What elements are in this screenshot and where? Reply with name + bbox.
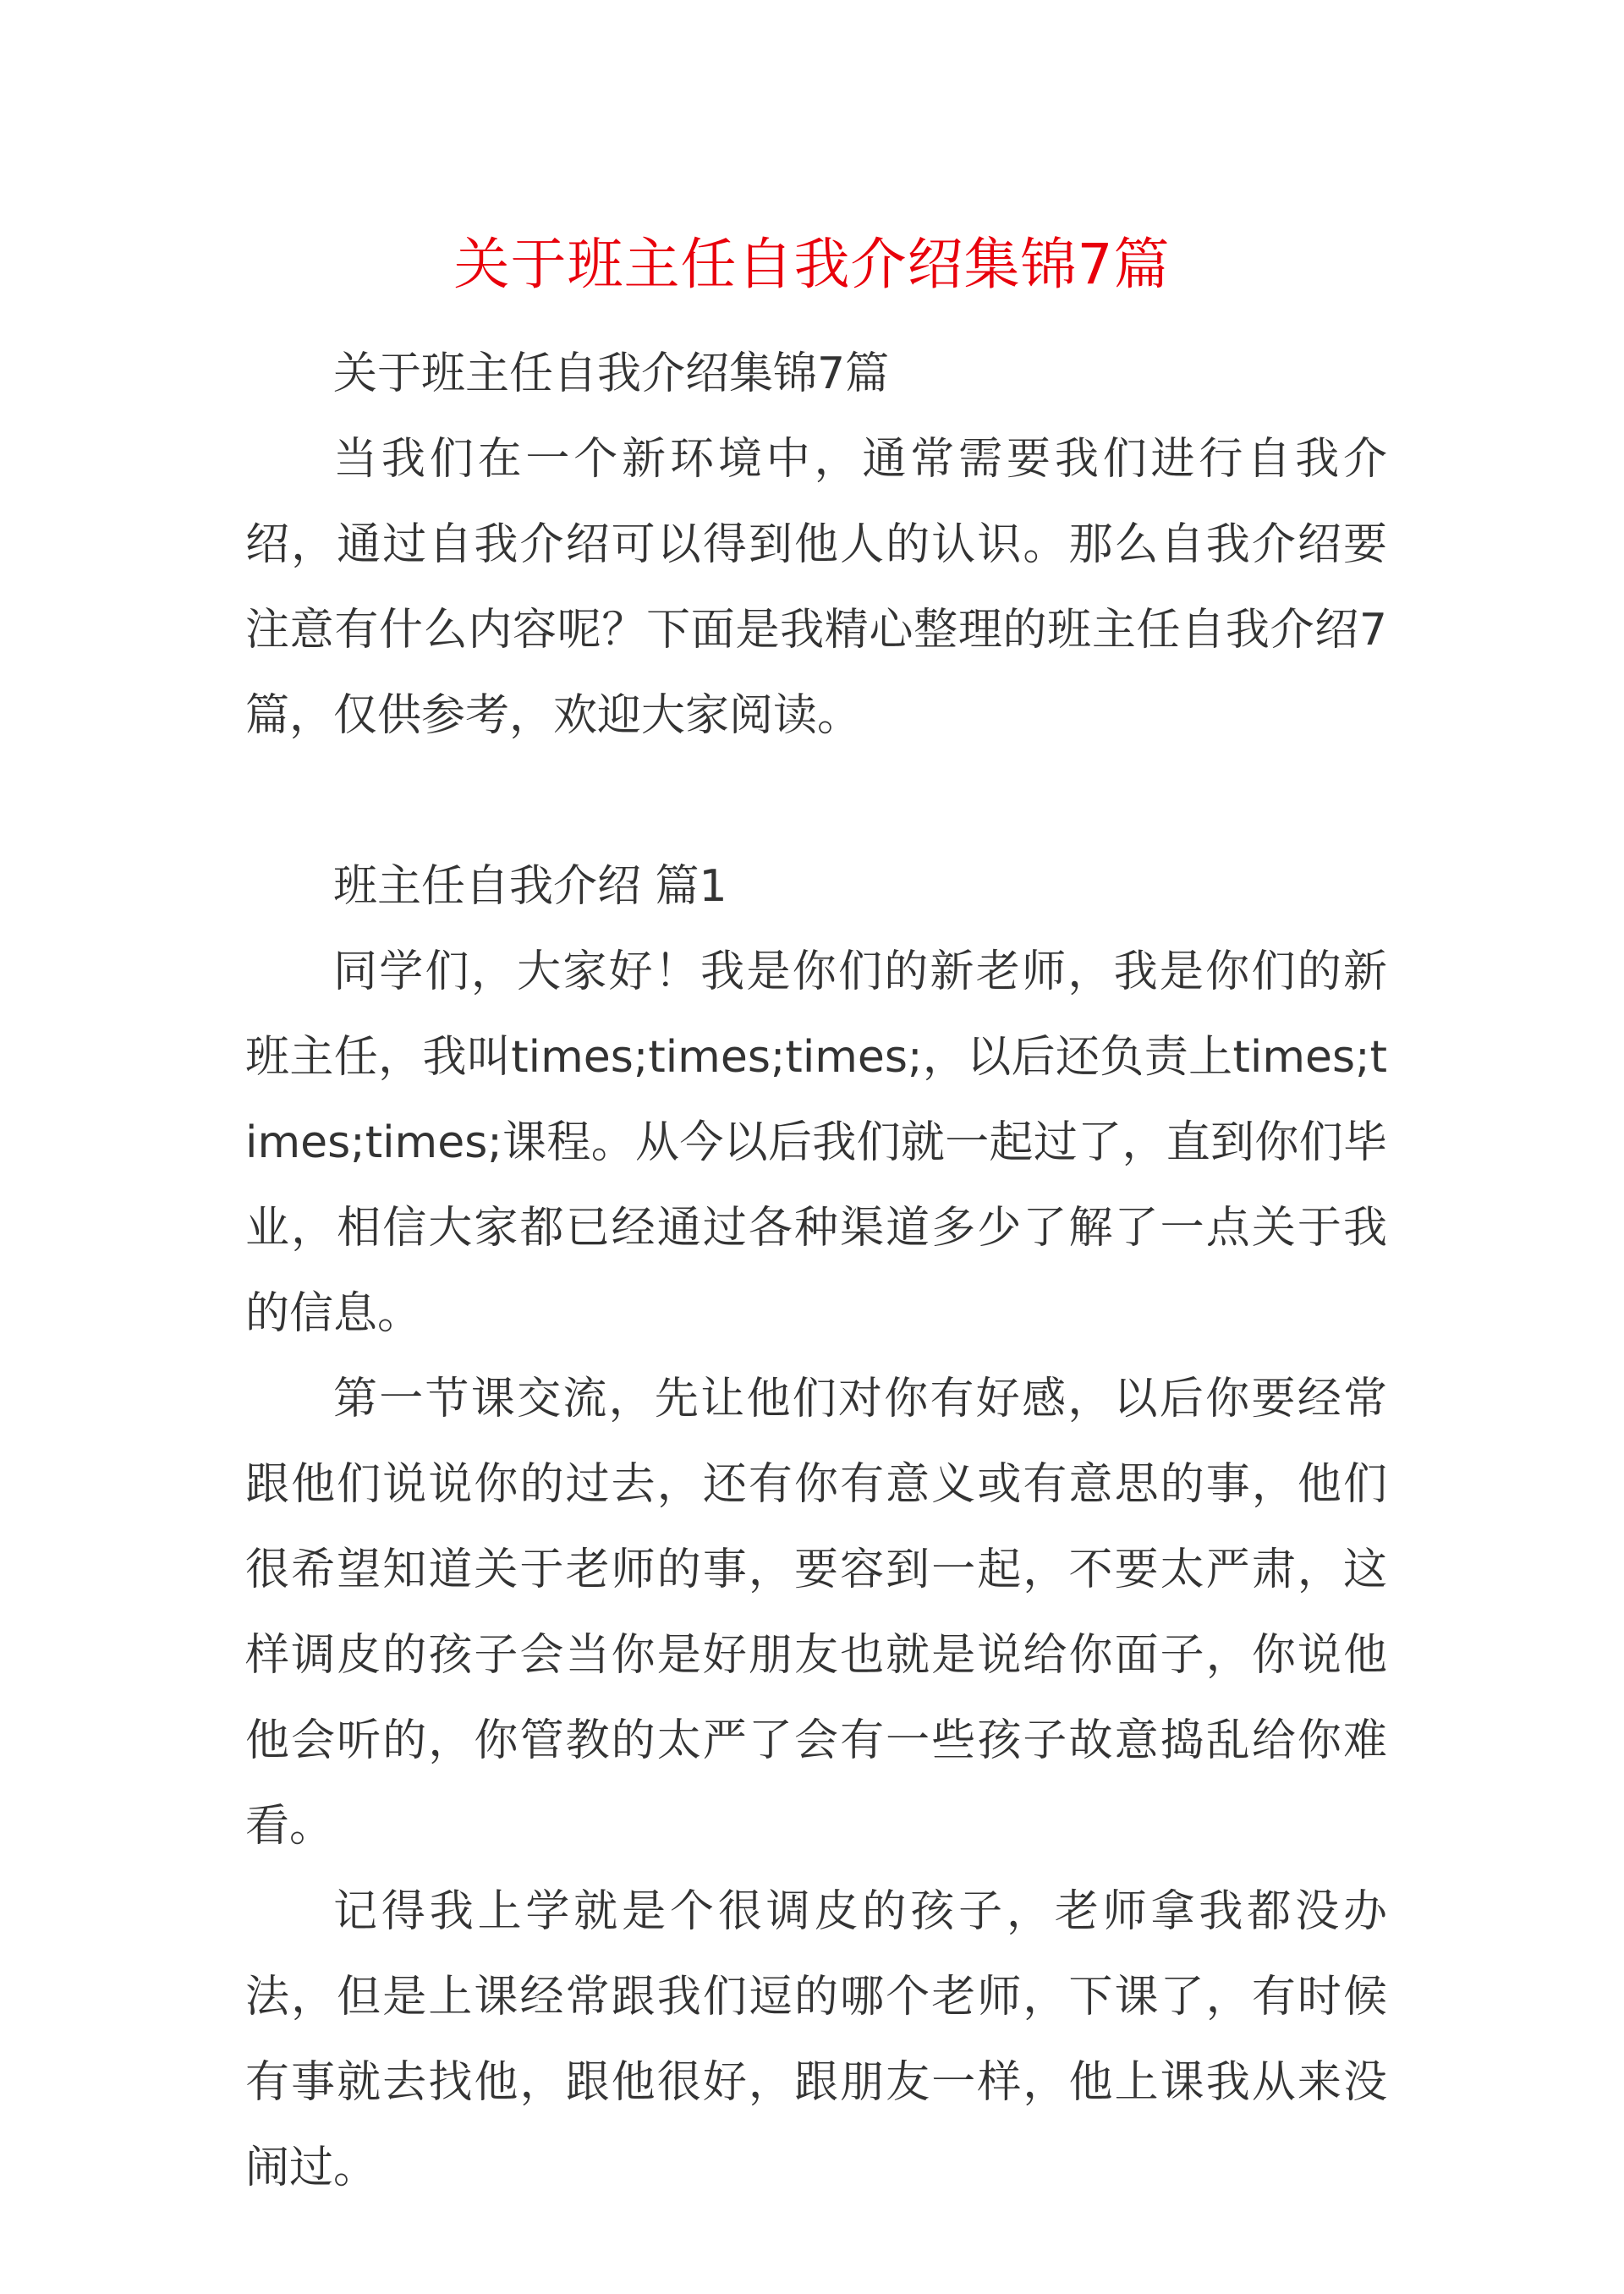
- document-body: [245, 332, 1387, 2211]
- section-heading: 班主任自我介绍 篇1: [333, 861, 727, 912]
- body-paragraph: 第一节课交流，先让他们对你有好感，以后你要经常跟他们说说你的过去，还有你有意义或有意思的事，他们很希望知道关于老师的事，要容到一起，不要太严肃，这样调皮的孩子会当你是好朋友也就是说给你面子，你说他他会听的，你管教的太严了会有一些孩子故意捣乱给你难看。: [245, 1374, 1387, 1852]
- subtitle-paragraph: 关于班主任自我介绍集锦7篇: [333, 348, 890, 399]
- body-paragraph: 同学们，大家好！我是你们的新老师，我是你们的新班主任，我叫times;times;times;，以后还负责上times;times;times;课程。从今以后我们就一起过了，直到你们毕业，相信大家都已经通过各种渠道多少了解了一点关于我的信息。: [245, 947, 1387, 1339]
- document-title: 关于班主任自我介绍集锦7篇: [453, 232, 1171, 297]
- intro-paragraph: 当我们在一个新环境中，通常需要我们进行自我介绍，通过自我介绍可以得到他人的认识。那么自我介绍要注意有什么内容呢？下面是我精心整理的班主任自我介绍7篇，仅供参考，欢迎大家阅读。: [245, 434, 1387, 741]
- blank-line: [245, 759, 1387, 844]
- body-paragraph: 记得我上学就是个很调皮的孩子，老师拿我都没办法，但是上课经常跟我们逗的哪个老师，下课了，有时候有事就去找他，跟他很好，跟朋友一样，他上课我从来没闹过。: [245, 1886, 1387, 2193]
